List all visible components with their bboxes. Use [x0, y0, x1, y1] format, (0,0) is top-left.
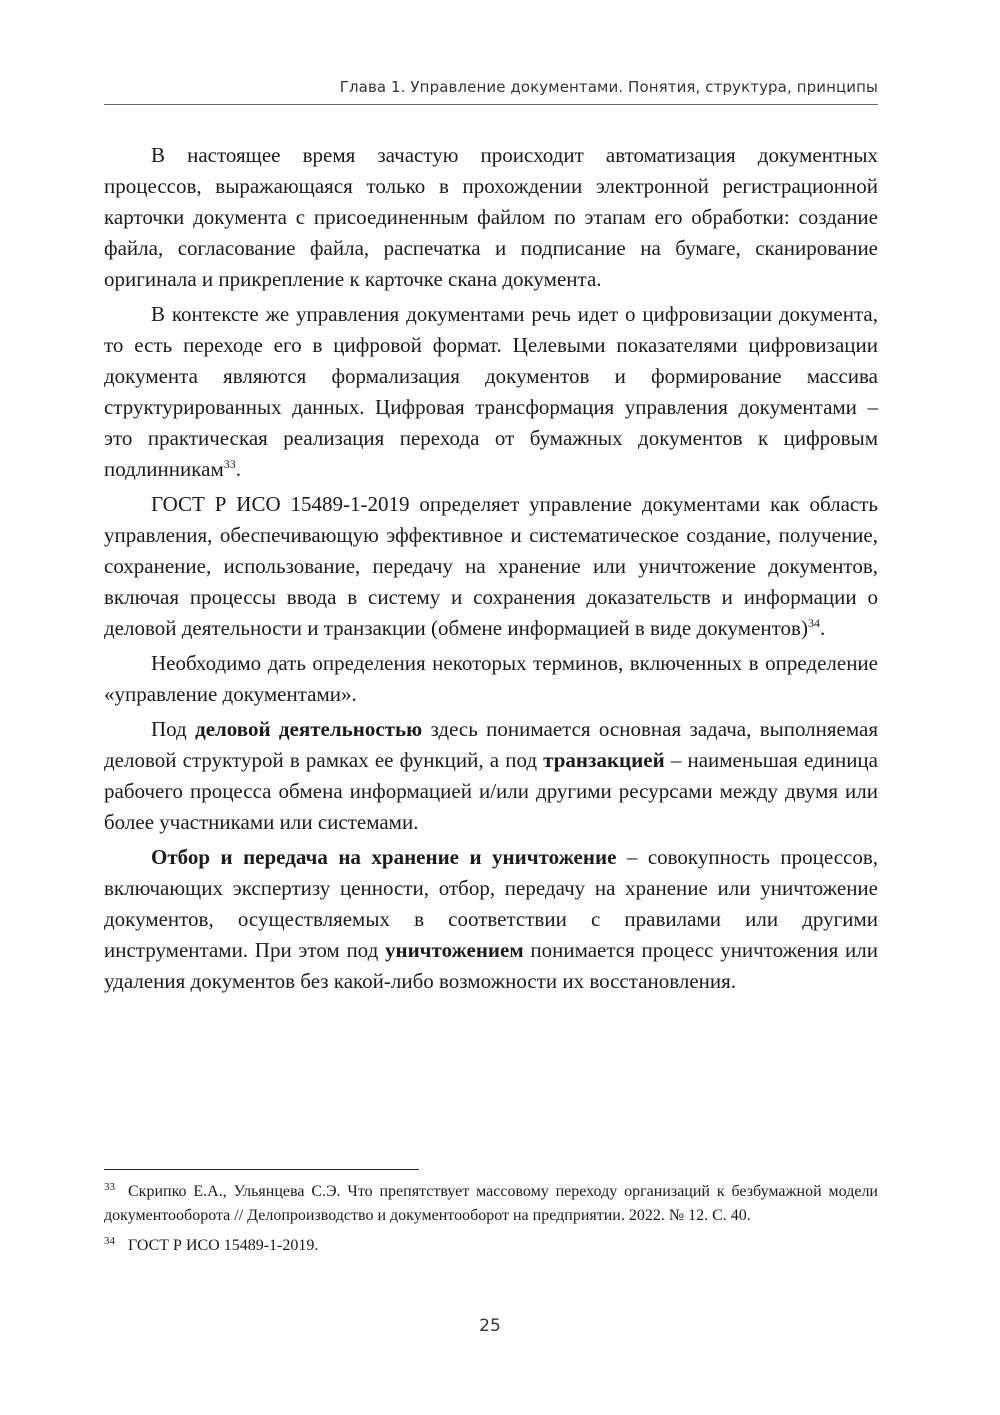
- footnote-reference: 33: [223, 457, 236, 471]
- footnote-33: 33 Скрипко Е.А., Ульянцева С.Э. Что препятствует массовому переходу организаций к безбумажной модели документооборота // Делопроизводство и документооборот на предприятии. 2022. № 12. С. 40.: [104, 1180, 878, 1224]
- bold-term: Отбор и передача на хранение и уничтожение: [151, 845, 617, 869]
- paragraph-text: В настоящее время зачастую происходит автоматизация документных процессов, выражающаяся только в прохождении электронной регистрационной карточки документа с присоединенным файлом по этапам его обработки: создание файла, согласование файла, распечатка и подписание на бумаге, сканирование оригинала и прикрепление к карточке скана документа.: [104, 143, 878, 291]
- footnote-text: ГОСТ Р ИСО 15489-1-2019.: [128, 1237, 319, 1254]
- footnote-rule: [104, 1169, 419, 1170]
- paragraph-text: – наименьшая единица рабочего процесса обмена информацией и/или другими ресурсами между двумя или более участниками или системами.: [104, 748, 878, 834]
- paragraph: [104, 714, 878, 838]
- footnotes: [104, 1180, 878, 1264]
- paragraph: [104, 648, 878, 710]
- footnote-reference: 34: [807, 616, 820, 630]
- paragraph: [104, 489, 878, 644]
- main-text: [104, 140, 878, 1001]
- paragraph-text: – совокупность процессов, включающих экспертизу ценности, отбор, передачу на хранение или уничтожение документов, осуществляемых в соответствии с правилами или другими инструментами. При этом под: [104, 845, 879, 962]
- page-number: 25: [479, 1316, 501, 1336]
- paragraph-text: Под: [151, 717, 196, 741]
- header-rule: [104, 104, 878, 105]
- paragraph-text: Необходимо дать определения некоторых терминов, включенных в определение «управление документами».: [104, 651, 878, 706]
- paragraph: [104, 140, 878, 295]
- paragraph: [104, 842, 878, 997]
- bold-term: транзакцией: [543, 748, 665, 772]
- paragraph-text: понимается процесс уничтожения или удаления документов без какой-либо возможности их восстановления.: [104, 938, 878, 993]
- bold-term: деловой деятельностью: [195, 717, 423, 741]
- bold-term: уничтожением: [384, 938, 524, 962]
- paragraph-text: здесь понимается основная задача, выполняемая деловой структурой в рамках ее функций, а под: [104, 717, 878, 772]
- paragraph-text: ГОСТ Р ИСО 15489-1-2019 определяет управление документами как область управления, обеспечивающую эффективное и систематическое создание, получение, сохранение, использование, передачу на хранение или уничтожение документов, включая процессы ввода в систему и сохранения доказательств и информации о деловой деятельности и транзакции (обмене информацией в виде документов): [104, 492, 878, 640]
- paragraph-text: В контексте же управления документами речь идет о цифровизации документа, то есть переходе его в цифровой формат. Целевыми показателями цифровизации документа являются формализация документов и формирование массива структурированных данных. Цифровая трансформация управления документами – это практическая реализация перехода от бумажных документов к цифровым подлинникам: [104, 302, 878, 481]
- paragraph-text: .: [235, 457, 241, 481]
- paragraph: [104, 299, 878, 485]
- running-head: Глава 1. Управление документами. Понятия, структура, принципы: [339, 78, 878, 96]
- footnote-text: Скрипко Е.А., Ульянцева С.Э. Что препятствует массовому переходу организаций к безбумажной модели документооборота // Делопроизводство и документооборот на предприятии. 2022. № 12. С. 40.: [104, 1183, 878, 1224]
- paragraph-text: .: [819, 616, 826, 640]
- footnote-34: 34 ГОСТ Р ИСО 15489-1-2019.: [104, 1234, 319, 1254]
